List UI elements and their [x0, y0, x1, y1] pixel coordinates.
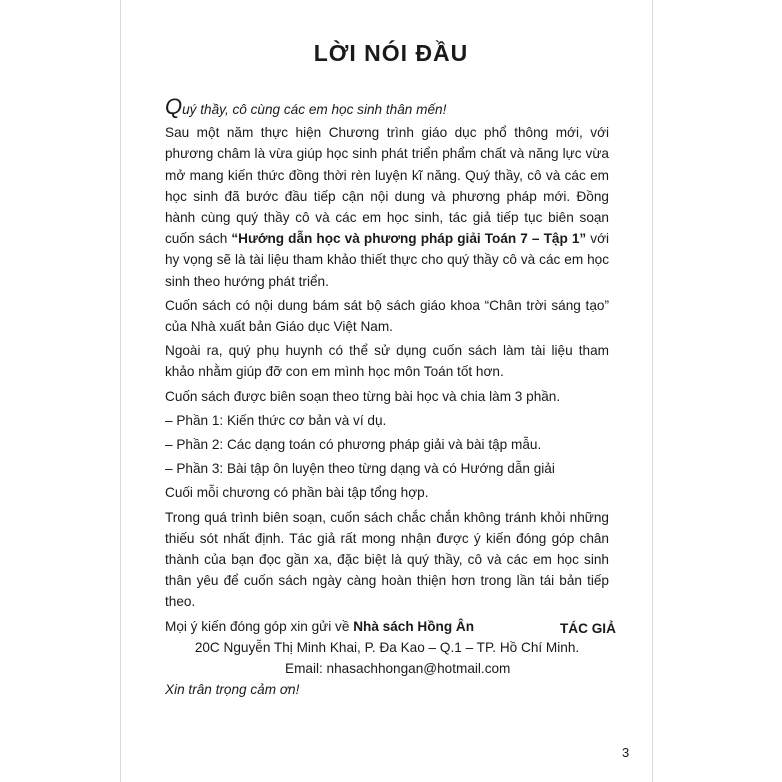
contact-intro: Mọi ý kiến đóng góp xin gửi về	[165, 618, 350, 634]
page-number: 3	[622, 745, 630, 760]
email-line: Email: nhasachhongan@hotmail.com	[285, 661, 511, 677]
preface-body	[165, 96, 609, 700]
paragraph-1	[165, 122, 609, 292]
greeting	[165, 96, 609, 120]
greeting-text: uý thầy, cô cùng các em học sinh thân mến!	[182, 102, 447, 117]
part-2: – Phần 2: Các dạng toán có phương pháp giải và bài tập mẫu.	[165, 437, 542, 453]
book-title: “Hướng dẫn học và phương pháp giải Toán 7 – Tập 1”	[231, 231, 587, 247]
contact-name: Nhà sách Hồng Ân	[353, 618, 475, 634]
paragraph-6: Trong quá trình biên soạn, cuốn sách chắc chắn không tránh khỏi những thiếu sót nhất định. Tác giả rất mong nhận được ý kiến đóng góp chân thành của bạn đọc gần xa, đặc biệt là quý thầy, cô và các em học sinh thân yêu để cuốn sách ngày càng hoàn thiện hơn trong lần tái bản tiếp theo.	[165, 509, 609, 610]
address-line: 20C Nguyễn Thị Minh Khai, P. Đa Kao – Q.1 – TP. Hồ Chí Minh.	[194, 639, 580, 655]
greeting-initial: Q	[165, 94, 183, 119]
paragraph-3: Ngoài ra, quý phụ huynh có thể sử dụng cuốn sách làm tài liệu tham khảo nhằm giúp đỡ con em mình học môn Toán tốt hơn.	[165, 343, 609, 380]
part-1: – Phần 1: Kiến thức cơ bản và ví dụ.	[165, 412, 387, 428]
page-title: LỜI NÓI ĐẦU	[313, 40, 469, 66]
contact-line	[165, 616, 609, 637]
paragraph-5: Cuối mỗi chương có phần bài tập tổng hợp.	[165, 485, 429, 501]
paragraph-2: Cuốn sách có nội dung bám sát bộ sách giáo khoa “Chân trời sáng tạo” của Nhà xuất bản Giáo dục Việt Nam.	[165, 297, 609, 335]
thanks-line: Xin trân trọng cảm ơn!	[165, 682, 300, 698]
author-signature: TÁC GIẢ	[560, 621, 616, 636]
paragraph-1-text: Sau một năm thực hiện Chương trình giáo dục phổ thông mới, với phương châm là vừa giúp học sinh phát triển phẩm chất và năng lực vừa mở mang kiến thức đồng thời rèn luyện kĩ năng. Quý thầy, cô và các em học sinh đã bước đầu tiếp cận nội dung và phương pháp mới. Đồng hành cùng quý thầy cô và các em học sinh, tác giả tiếp tục biên soạn cuốn sách	[165, 125, 609, 247]
paragraph-1-end: với hy vọng sẽ là tài liệu tham khảo thiết thực cho quý thầy cô và các em học sinh theo hướng phát triển.	[165, 231, 610, 289]
part-3: – Phần 3: Bài tập ôn luyện theo từng dạng và có Hướng dẫn giải	[165, 461, 555, 477]
paragraph-4: Cuốn sách được biên soạn theo từng bài học và chia làm 3 phần.	[165, 388, 561, 404]
